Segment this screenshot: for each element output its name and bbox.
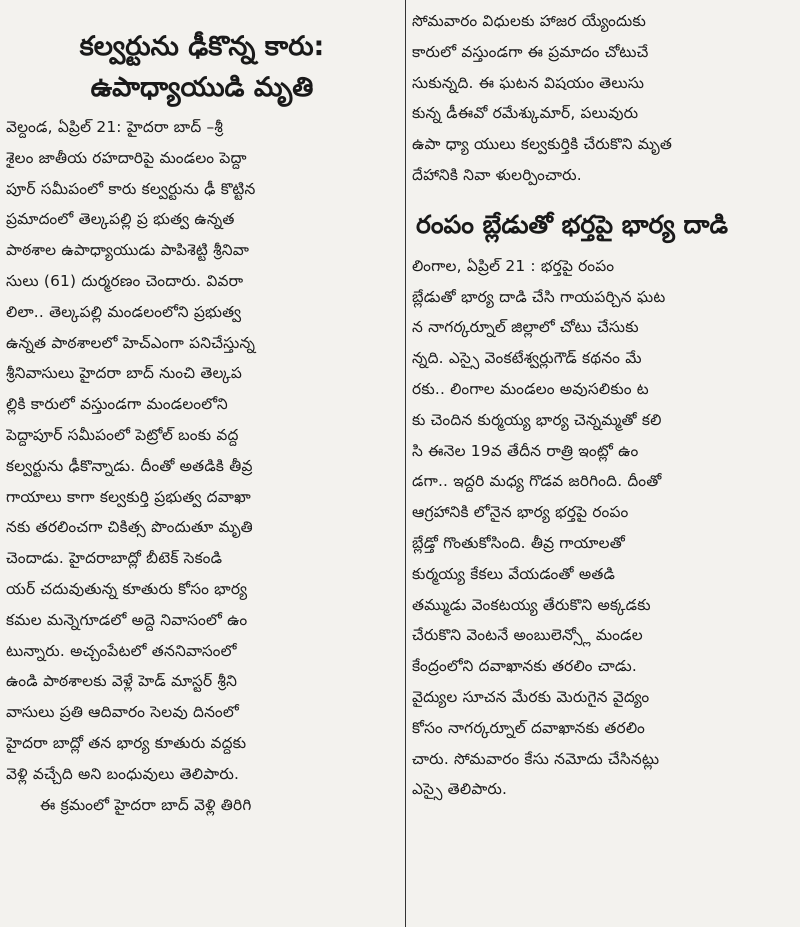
- article1-line: పెద్దాపూర్ సమీపంలో పెట్రోల్ బంకు వద్ద: [6, 425, 239, 444]
- article1-line: లిలా.. తెల్కపల్లి మండలంలోని ప్రభుత్వ: [6, 302, 242, 321]
- article1-line: ఉండి పాఠశాలకు వెళ్లే హెడ్ మాస్టర్ శ్రీని: [6, 672, 238, 691]
- article1-continued-line: సోమవారం విధులకు హాజర య్యేందుకు: [412, 12, 646, 30]
- article1-line: పాఠశాల ఉపాధ్యాయుడు పాపిశెట్టి శ్రీనివా: [6, 241, 250, 260]
- article1-continued: [412, 6, 796, 191]
- article1-headline-line1: కల్వర్టును ఢీకొన్న కారు:: [79, 31, 325, 62]
- article1-line: సులు (61) దుర్మరణం చెందారు. వివరా: [6, 271, 244, 290]
- article1-line: నకు తరలించగా చికిత్స పొందుతూ మృతి: [6, 518, 253, 537]
- article1-line: వెల్దండ, ఏప్రిల్ 21: హైదరా బాద్ –శ్రీ: [6, 118, 224, 136]
- article2-line: న్నది. ఎస్సై వెంకటేశ్వర్లుగౌడ్ కథనం మే: [412, 349, 642, 368]
- article2-line: బ్లేడుతో భార్య దాడి చేసి గాయపర్చిన ఘట: [412, 287, 666, 306]
- article2-line: వైద్యుల సూచన మేరకు మెరుగైన వైద్యం: [412, 687, 650, 706]
- article1-continued-line: కున్న డీఈవో రమేశ్కుమార్, పలువురు: [412, 104, 639, 123]
- article2-line: కోసం నాగర్కర్నూల్ దవాఖానకు తరలిం: [412, 718, 645, 737]
- article2-body: [412, 251, 796, 805]
- article1-continued-line: దేహానికి నివా ళులర్పించారు.: [412, 165, 582, 184]
- article1-line: వెళ్లి వచ్చేది అని బంధువులు తెలిపారు.: [6, 764, 240, 783]
- article1-line: హైదరా బాద్లో తన భార్య కూతురు వద్దకు: [6, 733, 247, 752]
- article2-line: న నాగర్కర్నూల్ జిల్లాలో చోటు చేసుకు: [412, 318, 639, 337]
- article2-line: ఆగ్రహానికి లోనైన భార్య భర్తపై రంపం: [412, 503, 629, 522]
- article1-line: ఈ క్రమంలో హైదరా బాద్ వెళ్లి తిరిగి: [40, 795, 252, 814]
- article1-line: చెందాడు. హైదరాబాద్లో బీటెక్ సెకండి: [6, 549, 223, 568]
- article1-line: శ్రీనివాసులు హైదరా బాద్ నుంచి తెల్కప: [6, 364, 243, 383]
- article2-line: తమ్ముడు వెంకటయ్య తేరుకొని అక్కడకు: [412, 595, 651, 614]
- article2-line: కేంద్రంలోని దవాఖానకు తరలిం చాడు.: [412, 657, 637, 676]
- article2-line: సి ఈనెల 19వ తేదీన రాత్రి ఇంట్లో ఉం: [412, 441, 639, 460]
- article2-line: ఎస్సై తెలిపారు.: [412, 780, 508, 799]
- article1-continued-line: సుకున్నది. ఈ ఘటన విషయం తెలుసు: [412, 73, 645, 92]
- article1-line: ఉన్నత పాఠశాలలో హెచ్ఎంగా పనిచేస్తున్న: [6, 333, 256, 352]
- article1-line: గాయాలు కాగా కల్వకుర్తి ప్రభుత్వ దవాఖా: [6, 487, 251, 506]
- article1-line: శైలం జాతీయ రహదారిపై మండలం పెద్దా: [6, 148, 247, 167]
- article1-line: యర్ చదువుతున్న కూతురు కోసం భార్య: [6, 579, 248, 598]
- left-column: [6, 0, 398, 820]
- article1-line: టున్నారు. అచ్చంపేటలో తననివాసంలో: [6, 641, 237, 660]
- article2-line: చేరుకొని వెంటనే అంబులెన్స్లో మండల: [412, 626, 643, 645]
- article2-line: డగా.. ఇద్దరి మధ్య గొడవ జరిగింది. దీంతో: [412, 472, 662, 491]
- article1-continued-line: కారులో వస్తుండగా ఈ ప్రమాదం చోటుచే: [412, 42, 649, 61]
- article2-line: బ్లేడ్తో గొంతుకోసింది. తీవ్ర గాయాలతో: [412, 533, 625, 552]
- article1-line: పూర్ సమీపంలో కారు కల్వర్టును ఢీ కొట్టిన: [6, 179, 256, 198]
- column-divider: [405, 0, 406, 927]
- article2-line: రకు.. లింగాల మండలం అవుసలికుం ట: [412, 379, 649, 398]
- article1-line: కమల మన్నెగూడలో అద్దె నివాసంలో ఉం: [6, 610, 248, 629]
- article2-headline: రంపం బ్లేడుతో భర్తపై భార్య దాడి: [416, 209, 728, 239]
- article1-line: ప్రమాదంలో తెల్కపల్లి ప్ర భుత్వ ఉన్నత: [6, 210, 235, 229]
- article1-continued-line: ఉపా ధ్యా యులు కల్వకుర్తికి చేరుకొని మృత: [412, 135, 672, 154]
- article2-line: కు చెందిన కుర్మయ్య భార్య చెన్నమ్మతో కలి: [412, 410, 662, 429]
- right-column: [412, 0, 796, 805]
- article2-line: చారు. సోమవారం కేసు నమోదు చేసినట్లు: [412, 749, 660, 768]
- article2-line: కుర్మయ్య కేకలు వేయడంతో అతడి: [412, 564, 616, 583]
- article1-body: [6, 112, 398, 820]
- article1-line: ల్లికి కారులో వస్తుండగా మండలంలోని: [6, 395, 228, 414]
- article1-line: వాసులు ప్రతి ఆదివారం సెలవు దినంలో: [6, 703, 239, 722]
- article1-headline-line2: ఉపాధ్యాయుడి మృతి: [90, 72, 314, 103]
- article2-line: లింగాల, ఏప్రిల్ 21 : భర్తపై రంపం: [412, 256, 615, 275]
- article1-line: కల్వర్టును ఢీకొన్నాడు. దీంతో అతడికి తీవ్ర: [6, 456, 253, 475]
